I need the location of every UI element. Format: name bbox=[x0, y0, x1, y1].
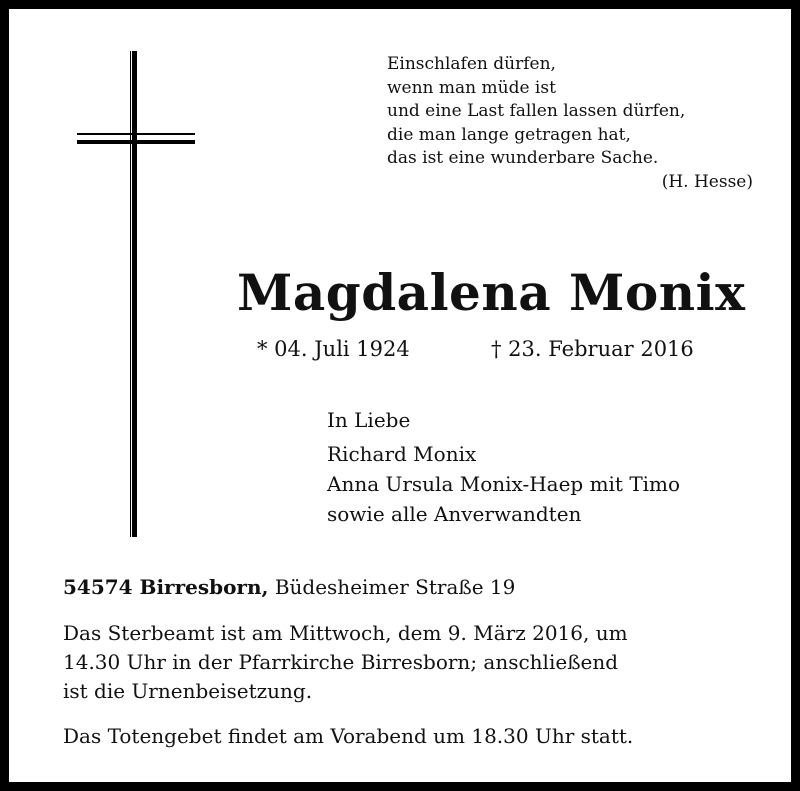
family-member: Anna Ursula Monix-Haep mit Timo bbox=[327, 472, 681, 496]
family-signature bbox=[327, 405, 680, 529]
death-date: † 23. Februar 2016 bbox=[491, 337, 694, 361]
service-line: Das Sterbeamt ist am Mittwoch, dem 9. März 2016, um bbox=[63, 621, 628, 645]
address-place: 54574 Birresborn, bbox=[63, 575, 269, 599]
service-line: 14.30 Uhr in der Pfarrkirche Birresborn; anschließend bbox=[63, 650, 619, 674]
birth-date: * 04. Juli 1924 bbox=[257, 337, 410, 361]
poem-line: das ist eine wunderbare Sache. bbox=[387, 148, 659, 168]
family-intro: In Liebe bbox=[327, 408, 411, 432]
cross-horizontal-beam bbox=[77, 140, 195, 144]
service-notice bbox=[63, 619, 763, 706]
prayer-notice: Das Totengebet findet am Vorabend um 18.30 Uhr statt. bbox=[63, 724, 634, 748]
poem-line: und eine Last fallen lassen dürfen, bbox=[387, 101, 686, 121]
deceased-name: Magdalena Monix bbox=[237, 263, 746, 322]
cross-vertical-beam bbox=[130, 51, 137, 537]
poem-author: (H. Hesse) bbox=[661, 171, 753, 192]
poem-line: wenn man müde ist bbox=[387, 77, 556, 98]
cross-horizontal-beam-thin bbox=[77, 133, 195, 135]
family-member: Richard Monix bbox=[327, 442, 477, 466]
address-line bbox=[63, 575, 515, 599]
service-line: ist die Urnenbeisetzung. bbox=[63, 679, 313, 703]
poem-line: Einschlafen dürfen, bbox=[387, 54, 556, 74]
address-street: Büdesheimer Straße 19 bbox=[274, 575, 516, 599]
poem-quote bbox=[387, 53, 757, 194]
family-member: sowie alle Anverwandten bbox=[327, 502, 582, 526]
poem-line: die man lange getragen hat, bbox=[387, 124, 631, 145]
